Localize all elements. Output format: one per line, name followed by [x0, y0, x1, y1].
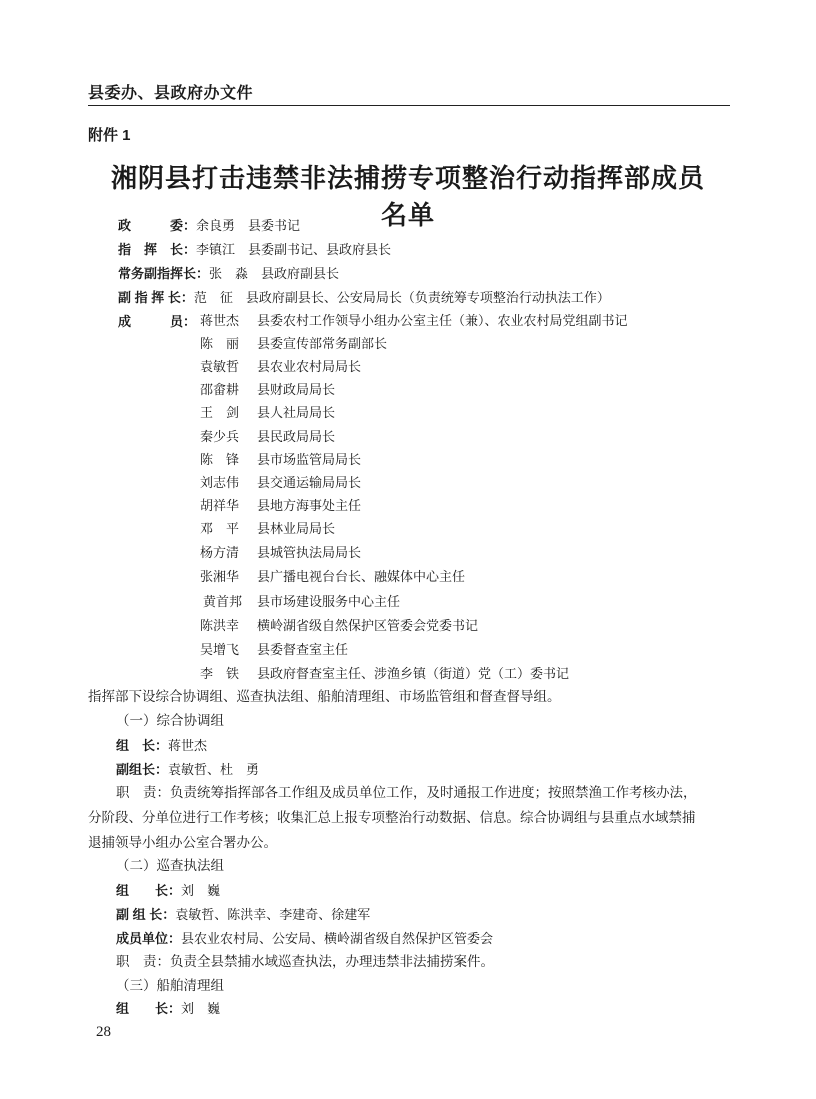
group-deputy-label: 副组长：: [116, 762, 169, 777]
leader-label: 政 委：: [118, 218, 197, 233]
member-role: 县地方海事处主任: [257, 499, 362, 514]
member-role: 县市场建设服务中心主任: [257, 595, 401, 610]
member-role: 县委农村工作领导小组办公室主任（兼）、农业农村局党组副书记: [257, 314, 628, 329]
member-role: 县广播电视台台长、融媒体中心主任: [257, 570, 466, 585]
leader-value: 范 征 县政府副县长、公安局局长（负责统筹专项整治行动执法工作）: [193, 291, 610, 306]
member-name: 邵畲耕: [200, 383, 240, 398]
member-role: 县人社局局长: [257, 406, 336, 421]
leader-row: [118, 313, 196, 331]
group-leader-label: 组 长：: [116, 883, 182, 898]
group-unit-label: 成员单位：: [116, 931, 182, 946]
group1-leader-row: [116, 737, 207, 756]
group-unit-value: 县农业农村局、公安局、横岭湖省级自然保护区管委会: [181, 932, 494, 947]
leader-row: [118, 217, 300, 236]
member-role: 县委宣传部常务副部长: [257, 337, 388, 352]
leader-row: [118, 241, 391, 260]
members-label: 成 员：: [118, 314, 197, 329]
group1-duty-line: [116, 781, 697, 806]
member-name: 陈 丽: [200, 337, 240, 352]
group-deputy-value: 袁敏哲、陈洪幸、李建奇、徐建军: [175, 908, 371, 923]
member-role: 县城管执法局局长: [257, 546, 362, 561]
group-deputy-label: 副 组 长：: [116, 907, 176, 922]
member-name: 蒋世杰: [200, 314, 240, 329]
member-name: 胡祥华: [200, 499, 240, 514]
member-name: 吴增飞: [200, 643, 240, 658]
member-name: 黄首邦: [203, 595, 243, 610]
group-leader-label: 组 长：: [116, 1001, 182, 1016]
member-role: 县财政局局长: [257, 383, 336, 398]
leader-value: 张 淼 县政府副县长: [209, 267, 340, 282]
member-name: 邓 平: [200, 522, 240, 537]
group2-duty-line: [116, 950, 494, 975]
member-name: 秦少兵: [200, 430, 240, 445]
group1-duty-line: 退捕领导小组办公室合署办公。: [88, 835, 277, 851]
member-name: 陈洪幸: [200, 619, 240, 634]
leader-label: 指 挥 长：: [118, 242, 197, 257]
member-name: 陈 锋: [200, 453, 240, 468]
group-duty-text: 负责全县禁捕水域巡查执法，办理违禁非法捕捞案件。: [170, 954, 494, 970]
member-role: 县林业局局长: [257, 522, 336, 537]
header-title: 县委办、县政府办文件: [88, 85, 254, 102]
member-role: 县农业农村局局长: [257, 360, 362, 375]
member-name: 张湘华: [200, 570, 240, 585]
member-name: 刘志伟: [200, 476, 240, 491]
member-role: 横岭湖省级自然保护区管委会党委书记: [257, 619, 479, 634]
group3-leader-row: [116, 1000, 220, 1019]
group-leader-value: 刘 巍: [181, 884, 221, 899]
document-title: 湘阴县打击违禁非法捕捞专项整治行动指挥部成员名单: [110, 164, 705, 231]
group2-unit-row: [116, 930, 493, 949]
member-name: 杨方清: [200, 546, 240, 561]
leader-label: 副 指 挥 长：: [118, 290, 194, 305]
leader-value: 李镇江 县委副书记、县政府县长: [196, 243, 392, 258]
attachment-label: 附件 1: [88, 127, 131, 144]
group2-heading: （二）巡查执法组: [116, 858, 224, 874]
group-duty-label: 职 责：: [116, 785, 170, 801]
member-role: 县政府督查室主任、涉渔乡镇（街道）党（工）委书记: [257, 667, 570, 682]
member-name: 李 铁: [200, 667, 240, 682]
group1-heading: （一）综合协调组: [116, 713, 224, 729]
group3-heading: （三）船舶清理组: [116, 978, 224, 994]
group2-deputy-row: [116, 906, 370, 925]
group-leader-value: 刘 巍: [181, 1002, 221, 1017]
group-duty-label: 职 责：: [116, 954, 170, 970]
group2-leader-row: [116, 882, 220, 901]
member-role: 县委督查室主任: [257, 643, 349, 658]
leader-row: [118, 289, 610, 308]
member-name: 袁敏哲: [200, 360, 240, 375]
leader-value: 余良勇 县委书记: [196, 219, 301, 234]
page-number: 28: [96, 1024, 111, 1040]
member-role: 县交通运输局局长: [257, 476, 362, 491]
member-name: 王 剑: [200, 406, 240, 421]
group-deputy-value: 袁敏哲、杜 勇: [168, 763, 260, 778]
group1-deputy-row: [116, 761, 259, 780]
group-duty-text: 负责统筹指挥部各工作组及成员单位工作，及时通报工作进度；按照禁渔工作考核办法，: [170, 785, 697, 801]
intro-paragraph: 指挥部下设综合协调组、巡查执法组、船舶清理组、市场监管组和督查督导组。: [88, 689, 561, 705]
leader-label: 常务副指挥长：: [118, 266, 210, 281]
member-role: 县市场监管局局长: [257, 453, 362, 468]
group-leader-value: 蒋世杰: [168, 739, 208, 754]
header-divider: [88, 105, 730, 106]
group1-duty-line: 分阶段、分单位进行工作考核；收集汇总上报专项整治行动数据、信息。综合协调组与县重点水域禁捕: [88, 810, 696, 826]
group-leader-label: 组 长：: [116, 738, 169, 753]
member-role: 县民政局局长: [257, 430, 336, 445]
leader-row: [118, 265, 339, 284]
